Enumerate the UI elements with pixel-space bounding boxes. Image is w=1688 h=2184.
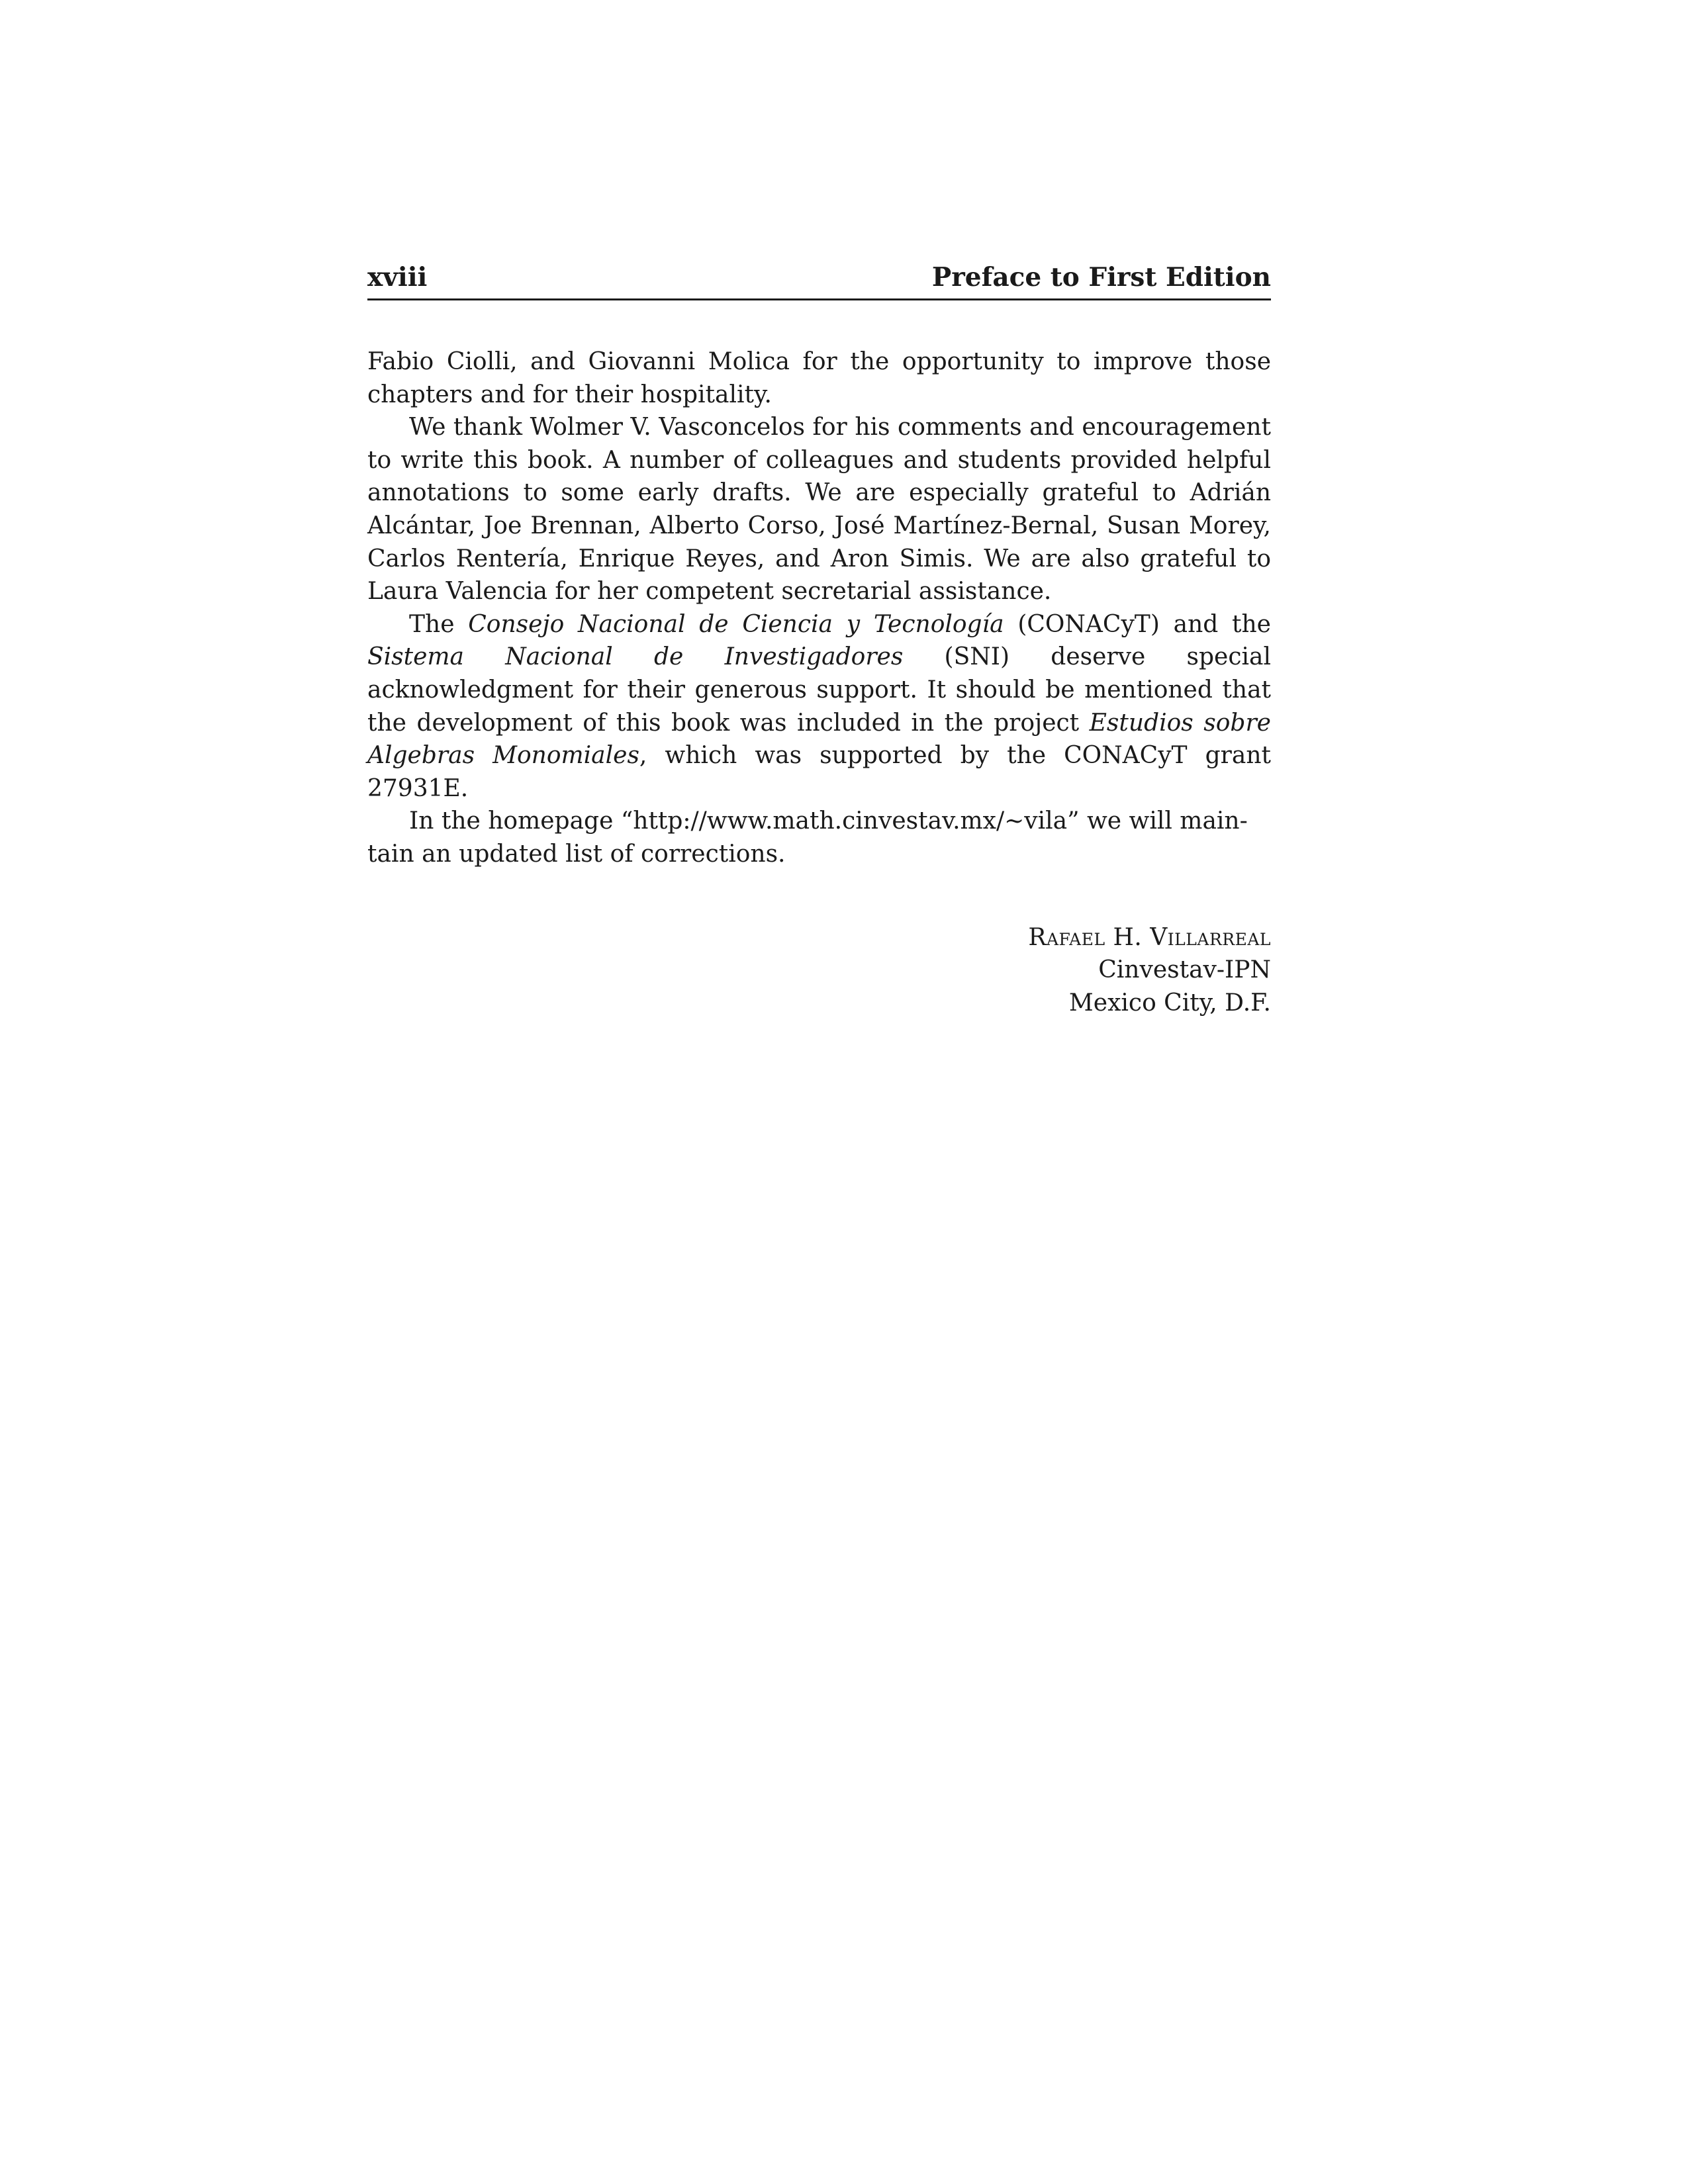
signature-block: [367, 921, 1271, 1020]
text-run: , which was supported by the CONACyT grant 27931E.: [367, 742, 1271, 802]
author-institution: Cinvestav-IPN: [1098, 956, 1271, 984]
author-name: Rafael H. Villarreal: [1028, 923, 1271, 951]
book-page: [367, 262, 1271, 1019]
body-text: [367, 345, 1271, 871]
text-run: In the homepage “http://www.math.cinvestav.mx/∼vila” we will main: [409, 807, 1240, 835]
page-number: xviii: [367, 262, 428, 293]
text-run: (CONACyT) and the: [1004, 610, 1271, 638]
italic-project-name: Estudios sobre Algebras Monomiales: [367, 709, 1271, 770]
text-run: tain an updated list of corrections.: [367, 840, 786, 868]
paragraph-continuation: Fabio Ciolli, and Giovanni Molica for the opportunity to improve those chapters and for their hospitality.: [367, 348, 1271, 408]
running-head: [367, 262, 1271, 300]
text-run: The: [409, 610, 469, 638]
text-run: (SNI) deserve special acknowledgment for their generous support. It should be mentioned that the development of this book was included in the project: [367, 643, 1271, 737]
italic-conacyt-name: Consejo Nacional de Ciencia y Tecnología: [468, 610, 1004, 638]
author-location: Mexico City, D.F.: [1068, 989, 1271, 1017]
running-title: Preface to First Edition: [931, 262, 1271, 293]
paragraph-homepage: In the homepage “http://www.math.cinvestav.mx/∼vila” we will main- tain an updated list of corrections.: [367, 807, 1248, 868]
italic-sni-name: Sistema Nacional de Investigadores: [367, 643, 904, 671]
paragraph-funding: [367, 608, 1271, 805]
paragraph-acknowledgments: We thank Wolmer V. Vasconcelos for his comments and encouragement to write this book. A number of colleagues and students provided helpful annotations to some early drafts. We are especially grateful to Adrián Alcántar, Joe Brennan, Alberto Corso, José Martínez-Bernal, Susan Morey, Carlos Rentería, Enrique Reyes, and Aron Simis. We are also grateful to Laura Valencia for her competent secretarial assistance.: [367, 414, 1271, 606]
